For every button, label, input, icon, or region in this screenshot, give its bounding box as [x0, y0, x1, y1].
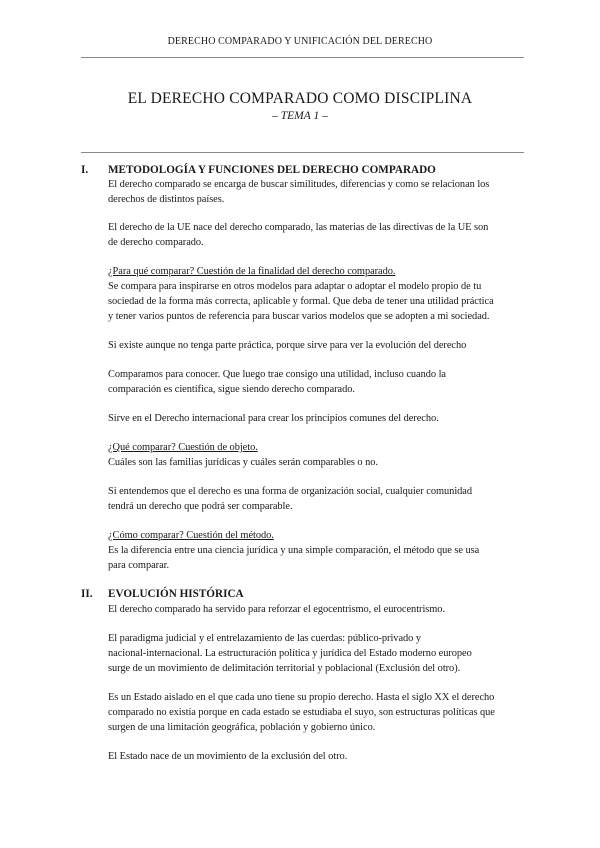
paragraph-line: Es un Estado aislado en el que cada uno tiene su propio derecho. Hasta el siglo XX el derecho — [108, 692, 495, 703]
paragraph-line: surge de un movimiento de delimitación territorial y poblacional (Exclusión del otro). — [108, 663, 461, 674]
section-title: METODOLOGÍA Y FUNCIONES DEL DERECHO COMPARADO — [108, 164, 436, 176]
question-heading: ¿Cómo comparar? Cuestión del método. — [108, 530, 274, 541]
running-header: DERECHO COMPARADO Y UNIFICACIÓN DEL DERECHO — [167, 36, 433, 47]
paragraph-line: Cuáles son las familias jurídicas y cuáles serán comparables o no. — [108, 457, 378, 468]
paragraph-line: Se compara para inspirarse en otros modelos para adaptar o adoptar el modelo propio de tu — [108, 281, 482, 292]
paragraph-line: Si entendemos que el derecho es una forma de organización social, cualquier comunidad — [108, 486, 473, 497]
paragraph-line: de derecho comparado. — [108, 237, 204, 248]
header-divider — [81, 57, 524, 58]
paragraph-line: Es la diferencia entre una ciencia jurídica y una simple comparación, el método que se usa — [108, 545, 480, 556]
paragraph-line: El derecho comparado ha servido para reforzar el egocentrismo, el eurocentrismo. — [108, 604, 446, 615]
question-heading: ¿Qué comparar? Cuestión de objeto. — [108, 442, 258, 453]
document-title: EL DERECHO COMPARADO COMO DISCIPLINA — [127, 90, 473, 107]
paragraph-line: sociedad de la forma más correcta, aplicable y formal. Que deba de tener una utilidad práctica — [108, 296, 494, 307]
document-subtitle: – TEMA 1 – — [272, 110, 328, 122]
title-divider — [81, 152, 524, 153]
paragraph-line: Si existe aunque no tenga parte práctica, porque sirve para ver la evolución del derecho — [108, 340, 467, 351]
paragraph-line: Comparamos para conocer. Que luego trae consigo una utilidad, incluso cuando la — [108, 369, 446, 380]
paragraph-line: derechos de distintos países. — [108, 194, 225, 205]
paragraph-line: nacional-internacional. La estructuración política y jurídica del Estado moderno europeo — [108, 648, 472, 659]
paragraph-line: El derecho comparado se encarga de buscar similitudes, diferencias y como se relacionan los — [108, 179, 490, 190]
paragraph-line: Sirve en el Derecho internacional para crear los principios comunes del derecho. — [108, 413, 439, 424]
paragraph-line: para comparar. — [108, 560, 170, 571]
paragraph-line: El paradigma judicial y el entrelazamiento de las cuerdas: público-privado y — [108, 633, 421, 644]
paragraph-line: comparado no existía porque en cada estado se estudiaba el suyo, son estructuras políticas que — [108, 707, 495, 718]
section-title: EVOLUCIÓN HISTÓRICA — [108, 588, 244, 600]
section-number: II. — [81, 588, 93, 600]
question-heading: ¿Para qué comparar? Cuestión de la finalidad del derecho comparado. — [108, 266, 396, 277]
paragraph-line: comparación es científica, sigue siendo derecho comparado. — [108, 384, 355, 395]
paragraph-line: El Estado nace de un movimiento de la exclusión del otro. — [108, 751, 348, 762]
paragraph-line: surgen de una limitación geográfica, población y gobierno único. — [108, 722, 376, 733]
section-number: I. — [81, 164, 89, 176]
paragraph-line: El derecho de la UE nace del derecho comparado, las materias de las directivas de la UE son — [108, 222, 489, 233]
paragraph-line: y tener varios puntos de referencia para buscar varios modelos que se adopten a mi sociedad. — [108, 311, 490, 322]
paragraph-line: tendrá un derecho que podrá ser comparable. — [108, 501, 293, 512]
